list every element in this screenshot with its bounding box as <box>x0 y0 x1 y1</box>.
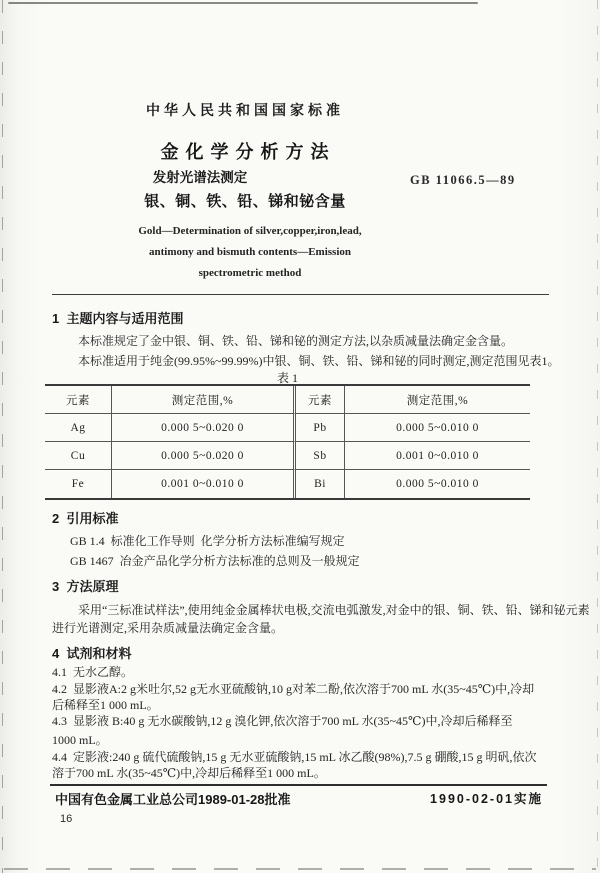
footer-divider-rule <box>50 784 547 786</box>
section-3-heading: 3 方法原理 <box>52 579 119 594</box>
scan-edge-right <box>597 0 598 873</box>
table-header-range-left: 测定范围,% <box>112 386 296 414</box>
document-title-cn: 金 化 学 分 析 方 法 <box>160 142 330 162</box>
implementation-date: 1990-02-01实施 <box>430 792 543 806</box>
approval-statement: 中国有色金属工业总公司1989-01-28批准 <box>55 792 291 807</box>
table-cell-range: 0.000 5~0.010 0 <box>345 414 530 442</box>
section-4-item-4-1: 4.1 无水乙醇。 <box>52 665 134 679</box>
table-header-element-right: 元素 <box>296 386 345 414</box>
section-2-reference-2: GB 1467 冶金产品化学分析方法标准的总则及一般规定 <box>70 554 360 568</box>
section-4-item-4-3-line-1: 4.3 显影液 B:40 g 无水碳酸钠,12 g 溴化钾,依次溶于700 mL 水(35~45℃)中,冷却后稀释至 <box>52 714 513 728</box>
document-subtitle-cn-method: 发射光谱法测定 <box>152 170 248 185</box>
table-cell-element: Cu <box>45 442 112 470</box>
section-1-paragraph-2: 本标准适用于纯金(99.95%~99.99%)中银、铜、铁、铅、锑和铋的同时测定,测定范围见表1。 <box>78 354 560 368</box>
table-header-element-left: 元素 <box>45 386 112 414</box>
title-en-line-3: spectrometric method <box>198 267 302 279</box>
section-4-item-4-2-line-2: 后稀释至1 000 mL。 <box>52 698 159 712</box>
table-cell-element: Sb <box>296 442 345 470</box>
scan-edge-top <box>8 2 478 4</box>
table-cell-range: 0.000 5~0.020 0 <box>112 414 296 442</box>
section-3-paragraph-line-2: 进行光谱测定,采用杂质减量法确定金含量。 <box>52 621 284 635</box>
document-title-en <box>60 221 440 284</box>
table-1 <box>45 384 530 500</box>
section-4-item-4-4-line-2: 溶于700 mL 水(35~45℃)中,冷却后稀释至1 000 mL。 <box>52 766 326 780</box>
table-cell-element: Fe <box>45 470 112 498</box>
standard-code: GB 11066.5—89 <box>410 173 516 187</box>
table-cell-range: 0.001 0~0.010 0 <box>112 470 296 498</box>
table-cell-range: 0.001 0~0.010 0 <box>345 442 530 470</box>
section-2-heading: 2 引用标准 <box>52 511 119 526</box>
section-1-heading: 1 主题内容与适用范围 <box>52 311 184 326</box>
section-3-paragraph-line-1: 采用“三标准试样法”,使用纯金金属棒状电极,交流电弧激发,对金中的银、铜、铁、铅、锑和铋元素 <box>78 603 590 617</box>
title-en-line-1: Gold—Determination of silver,copper,iron,lead, <box>138 225 362 237</box>
section-1-paragraph-1: 本标准规定了金中银、铜、铁、铅、锑和铋的测定方法,以杂质减量法确定金含量。 <box>78 334 514 348</box>
document-subtitle-cn-elements: 银、铜、铁、铅、锑和铋含量 <box>144 193 346 210</box>
section-4-item-4-2-line-1: 4.2 显影液A:2 g米吐尔,52 g无水亚硫酸钠,10 g对苯二酚,依次溶于700 mL 水(35~45℃)中,冷却 <box>52 682 535 696</box>
header-divider-rule <box>52 294 549 295</box>
section-2-reference-1: GB 1.4 标准化工作导则 化学分析方法标准编写规定 <box>70 534 345 548</box>
page-number: 16 <box>60 813 73 825</box>
table-cell-element: Ag <box>45 414 112 442</box>
table-cell-element: Bi <box>296 470 345 498</box>
table-cell-range: 0.000 5~0.020 0 <box>112 442 296 470</box>
scan-edge-bottom <box>4 868 596 870</box>
national-standard-header: 中华人民共和国国家标准 <box>146 102 344 118</box>
section-4-item-4-4-line-1: 4.4 定影液:240 g 硫代硫酸钠,15 g 无水亚硫酸钠,15 mL 冰乙酸(98%),7.5 g 硼酸,15 g 明矾,依次 <box>52 750 537 764</box>
scan-edge-left <box>2 0 3 873</box>
section-4-item-4-3-line-2: 1000 mL。 <box>52 733 108 747</box>
table-header-range-right: 测定范围,% <box>345 386 530 414</box>
section-4-heading: 4 试剂和材料 <box>52 646 132 661</box>
table-1-caption: 表 1 <box>276 371 298 385</box>
title-en-line-2: antimony and bismuth contents—Emission <box>148 246 352 258</box>
table-cell-range: 0.000 5~0.010 0 <box>396 478 479 490</box>
table-cell-element: Pb <box>296 414 345 442</box>
